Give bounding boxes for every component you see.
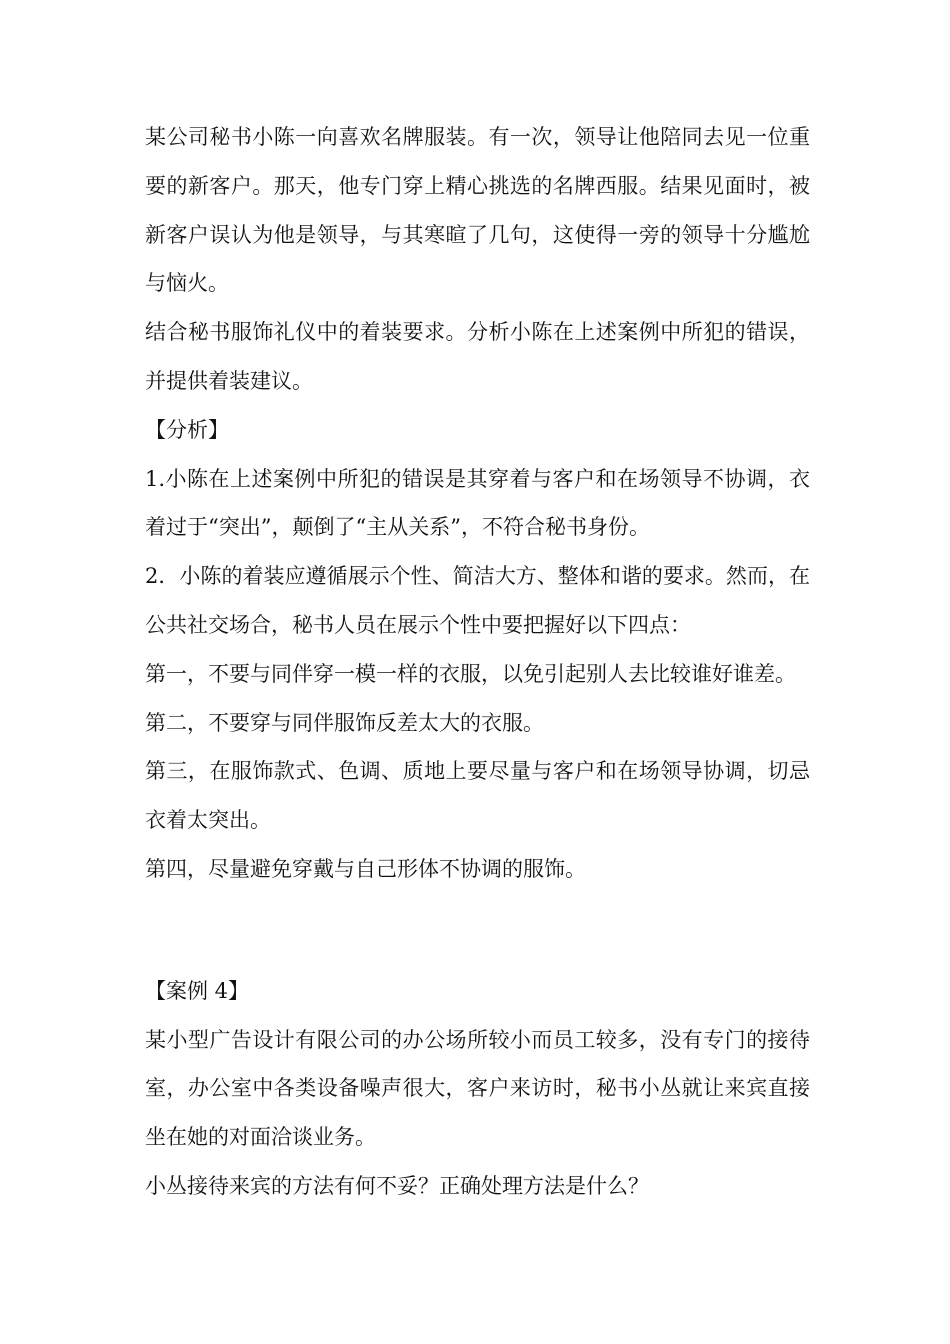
- analysis-heading: 【分析】: [145, 417, 229, 442]
- case-4-heading: 【案例 4】: [145, 978, 250, 1003]
- advice-item-1: 第一，不要与同伴穿一模一样的衣服，以免引起别人去比较谁好谁差。: [145, 661, 796, 686]
- analysis-point-1: 1.小陈在上述案例中所犯的错误是其穿着与客户和在场领导不协调，衣着过于“突出”，颠倒了“主从关系”，不符合秘书身份。: [145, 466, 810, 540]
- analysis-point-2: 2．小陈的着装应遵循展示个性、简洁大方、整体和谐的要求。然而，在公共社交场合，秘书人员在展示个性中要把握好以下四点：: [145, 564, 810, 637]
- case-4-description: 某小型广告设计有限公司的办公场所较小而员工较多，没有专门的接待室，办公室中各类设备噪声很大，客户来访时，秘书小丛就让来宾直接坐在她的对面洽谈业务。: [145, 1027, 810, 1150]
- case-question: 结合秘书服饰礼仪中的着装要求。分析小陈在上述案例中所犯的错误，并提供着装建议。: [145, 320, 810, 393]
- section-spacer: [145, 894, 810, 967]
- advice-item-4: 第四，尽量避免穿戴与自己形体不协调的服饰。: [145, 856, 586, 881]
- document-body: [145, 113, 810, 1211]
- case-4-question: 小丛接待来宾的方法有何不妥？正确处理方法是什么？: [145, 1173, 649, 1198]
- advice-item-3: 第三，在服饰款式、色调、质地上要尽量与客户和在场领导协调，切忌衣着太突出。: [145, 759, 810, 833]
- case-description: 某公司秘书小陈一向喜欢名牌服装。有一次，领导让他陪同去见一位重要的新客户。那天，他专门穿上精心挑选的名牌西服。结果见面时，被新客户误认为他是领导，与其寒暄了几句，这使得一旁的领导十分尴尬与恼火。: [145, 125, 810, 296]
- advice-item-2: 第二，不要穿与同伴服饰反差太大的衣服。: [145, 710, 544, 735]
